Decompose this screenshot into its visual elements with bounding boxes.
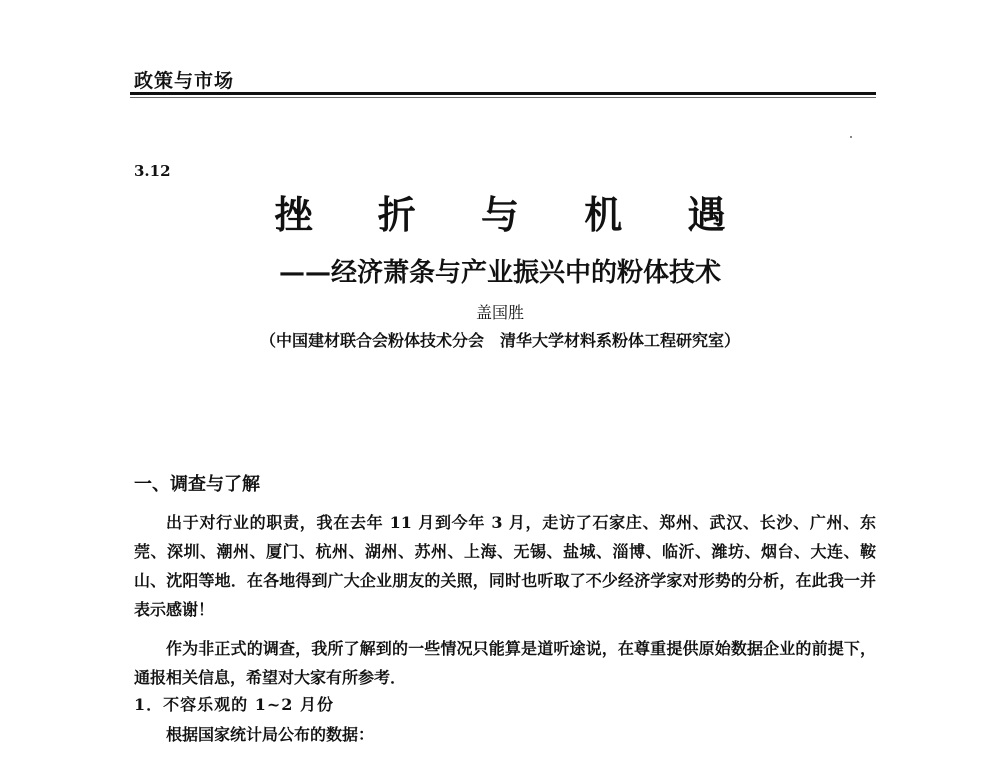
- paragraph: 作为非正式的调查，我所了解到的一些情况只能算是道听途说，在尊重提供原始数据企业的前提下，通报相关信息，希望对大家有所参考．: [134, 639, 876, 687]
- scan-speck: [850, 136, 852, 138]
- header-section-label: 政策与市场: [134, 70, 235, 92]
- header-rule: [130, 92, 876, 95]
- section-heading: 一、调查与了解: [134, 474, 260, 495]
- article-author: 盖国胜: [475, 303, 524, 322]
- article-number: 3.12: [134, 162, 171, 180]
- subsection-heading: 1．不容乐观的 1~2 月份: [134, 695, 334, 714]
- paragraph: 根据国家统计局公布的数据：: [166, 725, 375, 744]
- author-affiliation: （中国建材联合会粉体技术分会 清华大学材料系粉体工程研究室）: [259, 331, 740, 350]
- header-rule-thin: [130, 97, 876, 98]
- article-title: 挫 折 与 机 遇: [274, 192, 752, 237]
- article-subtitle: ——经济萧条与产业振兴中的粉体技术: [278, 258, 721, 288]
- paragraph: 出于对行业的职责，我在去年 11 月到今年 3 月，走访了石家庄、郑州、武汉、长沙、广州、东莞、深圳、潮州、厦门、杭州、湖州、苏州、上海、无锡、盐城、淄博、临沂、潍坊、烟台、大连、鞍山、沈阳等地．在各地得到广大企业朋友的关照，同时也听取了不少经济学家对形势的分析，在此我一并表示感谢！: [134, 513, 876, 619]
